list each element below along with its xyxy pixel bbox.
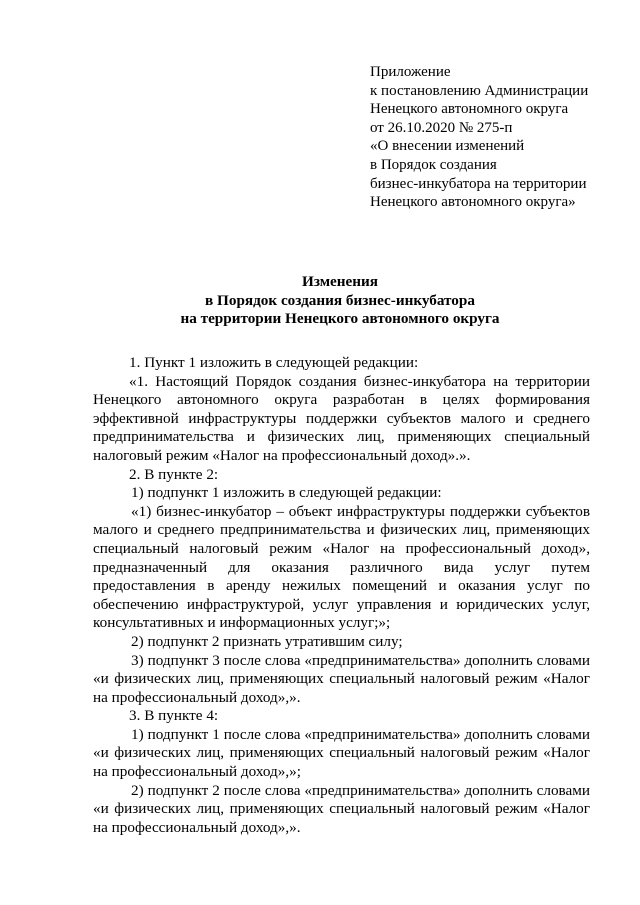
paragraph-item-2: 2. В пункте 2: xyxy=(129,465,219,483)
appendix-line: Ненецкого автономного округа xyxy=(370,101,569,118)
title-line: в Порядок создания бизнес-инкубатора xyxy=(205,291,475,309)
appendix-line: к постановлению Администрации xyxy=(370,82,589,99)
paragraph-item-1: 1. Пункт 1 изложить в следующей редакции: xyxy=(129,354,419,371)
title-line: на территории Ненецкого автономного округа xyxy=(180,310,500,328)
appendix-line: от 26.10.2020 № 275-п xyxy=(370,119,513,136)
appendix-line: Приложение xyxy=(370,64,451,80)
appendix-line: бизнес-инкубатора на территории xyxy=(370,175,587,192)
title-line: Изменения xyxy=(302,273,378,290)
paragraph-item-1-text: «1. Настоящий Порядок создания бизнес-инкубатора на территории Ненецкого автономного округа разработан в целях формирования эффективной инфраструктуры поддержки субъектов малого и среднего предпринимательства и физических лиц, применяющих специальный налоговый режим «Налог на профессиональный доход».». xyxy=(93,372,590,464)
paragraph-subitem-3-1: 1) подпункт 1 после слова «предпринимательства» дополнить словами «и физических лиц, применяющих специальный налоговый режим «Налог на профессиональный доход»,»; xyxy=(93,725,590,781)
appendix-header xyxy=(370,63,620,212)
appendix-line: «О внесении изменений xyxy=(370,138,525,155)
document-body xyxy=(93,354,590,837)
paragraph-item-3: 3. В пункте 4: xyxy=(129,707,219,725)
paragraph-subitem-2-1: 1) подпункт 1 изложить в следующей редакции: xyxy=(131,484,442,502)
document-title xyxy=(80,273,600,329)
paragraph-subitem-3-2: 2) подпункт 2 после слова «предпринимательства» дополнить словами «и физических лиц, применяющих специальный налоговый режим «Налог на профессиональный доход»,». xyxy=(93,781,590,836)
paragraph-subitem-2-2: 2) подпункт 2 признать утратившим силу; xyxy=(131,632,403,650)
appendix-line: в Порядок создания xyxy=(370,156,497,173)
appendix-line: Ненецкого автономного округа» xyxy=(370,194,576,211)
paragraph-subitem-2-3: 3) подпункт 3 после слова «предпринимательства» дополнить словами «и физических лиц, применяющих специальный налоговый режим «Налог на профессиональный доход»,». xyxy=(93,651,590,706)
paragraph-subitem-2-1-text: «1) бизнес-инкубатор – объект инфраструктуры поддержки субъектов малого и среднего предпринимательства и физических лиц, применяющих специальный налоговый режим «Налог на профессиональный доход», предназначенный для оказания различного вида услуг путем предоставления в аренду нежилых помещений и оказания услуг по обеспечению инфраструктурой, услуг управления и юридических услуг, консультативных и информационных услуг;»; xyxy=(93,502,590,632)
